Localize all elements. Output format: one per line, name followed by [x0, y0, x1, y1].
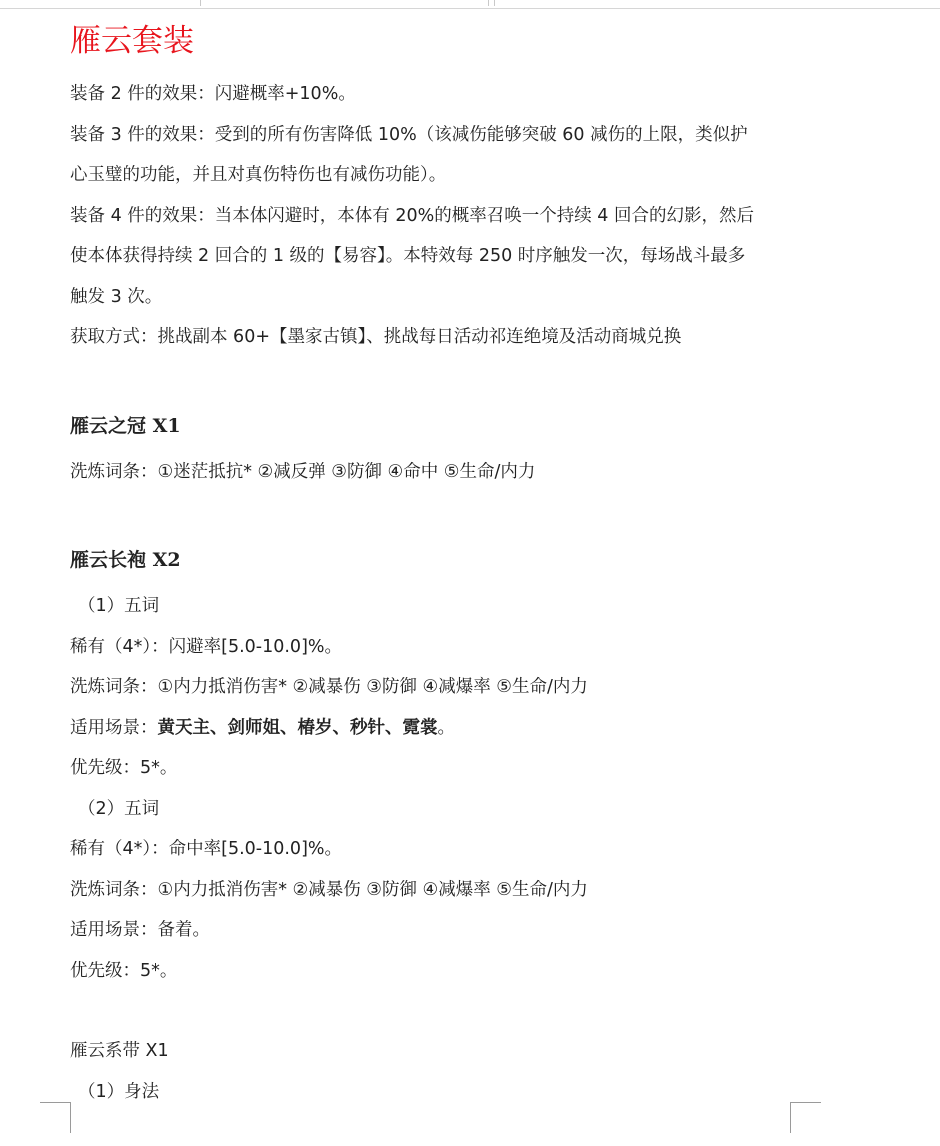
page-title: 雁云套装 [70, 23, 194, 59]
page-corner-mark-left [40, 1102, 71, 1133]
set-effect-4-line-2: 使本体获得持续 2 回合的 1 级的【易容】。本特效每 250 时序触发一次，每场战斗最多 [70, 246, 746, 266]
scene-label: 适用场景： [70, 717, 158, 738]
ruler-tick [200, 0, 201, 6]
robe-option-1-rare: 稀有（4*）：闪避率[5.0-10.0]%。 [70, 636, 343, 657]
robe-option-1-priority: 优先级：5*。 [70, 758, 178, 778]
robe-option-1-scene [70, 708, 810, 749]
ruler-tick [494, 0, 495, 6]
ruler-tick [488, 0, 489, 6]
robe-option-2-refine: 洗炼词条：①内力抵消伤害* ②减暴伤 ③防御 ④减爆率 ⑤生命/内力 [70, 879, 588, 900]
robe-option-1-refine: 洗炼词条：①内力抵消伤害* ②减暴伤 ③防御 ④减爆率 ⑤生命/内力 [70, 677, 588, 697]
page-corner-mark-right [790, 1102, 821, 1133]
document-page[interactable] [70, 20, 810, 1112]
spacer [70, 358, 810, 398]
set-effect-4-line-3: 触发 3 次。 [70, 286, 163, 307]
robe-option-2-priority: 优先级：5*。 [70, 960, 178, 981]
crown-heading: 雁云之冠 X1 [70, 414, 181, 437]
obtain-method: 获取方式：挑战副本 60+【墨家古镇】、挑战每日活动祁连绝境及活动商城兑换 [70, 327, 682, 347]
robe-option-2-label: （2）五词 [78, 798, 160, 819]
belt-option-1-label: （1）身法 [78, 1081, 160, 1102]
top-ruler [0, 0, 940, 9]
set-effect-3-line-2: 心玉璧的功能，并且对真伤特伤也有减伤功能）。 [70, 165, 447, 185]
robe-option-1-label: （1）五词 [78, 596, 160, 616]
spacer [70, 492, 810, 532]
set-effect-2: 装备 2 件的效果：闪避概率+10%。 [70, 84, 356, 104]
scene-value: 黄天主、剑师姐、椿岁、秒针、霓裳 [157, 717, 438, 738]
spacer [70, 991, 810, 1031]
set-effect-4-line-1: 装备 4 件的效果：当本体闪避时，本体有 20%的概率召唤一个持续 4 回合的幻影，然后 [70, 205, 754, 226]
robe-option-2-rare: 稀有（4*）：命中率[5.0-10.0]%。 [70, 839, 343, 859]
scene-end: 。 [437, 717, 455, 738]
robe-heading: 雁云长袍 X2 [70, 549, 181, 571]
belt-heading: 雁云系带 X1 [70, 1041, 169, 1061]
set-effect-3-line-1: 装备 3 件的效果：受到的所有伤害降低 10%（该减伤能够突破 60 减伤的上限，类似护 [70, 124, 748, 145]
robe-option-2-scene: 适用场景：备着。 [70, 920, 210, 940]
crown-refine-affixes: 洗炼词条：①迷茫抵抗* ②减反弹 ③防御 ④命中 ⑤生命/内力 [70, 461, 536, 482]
